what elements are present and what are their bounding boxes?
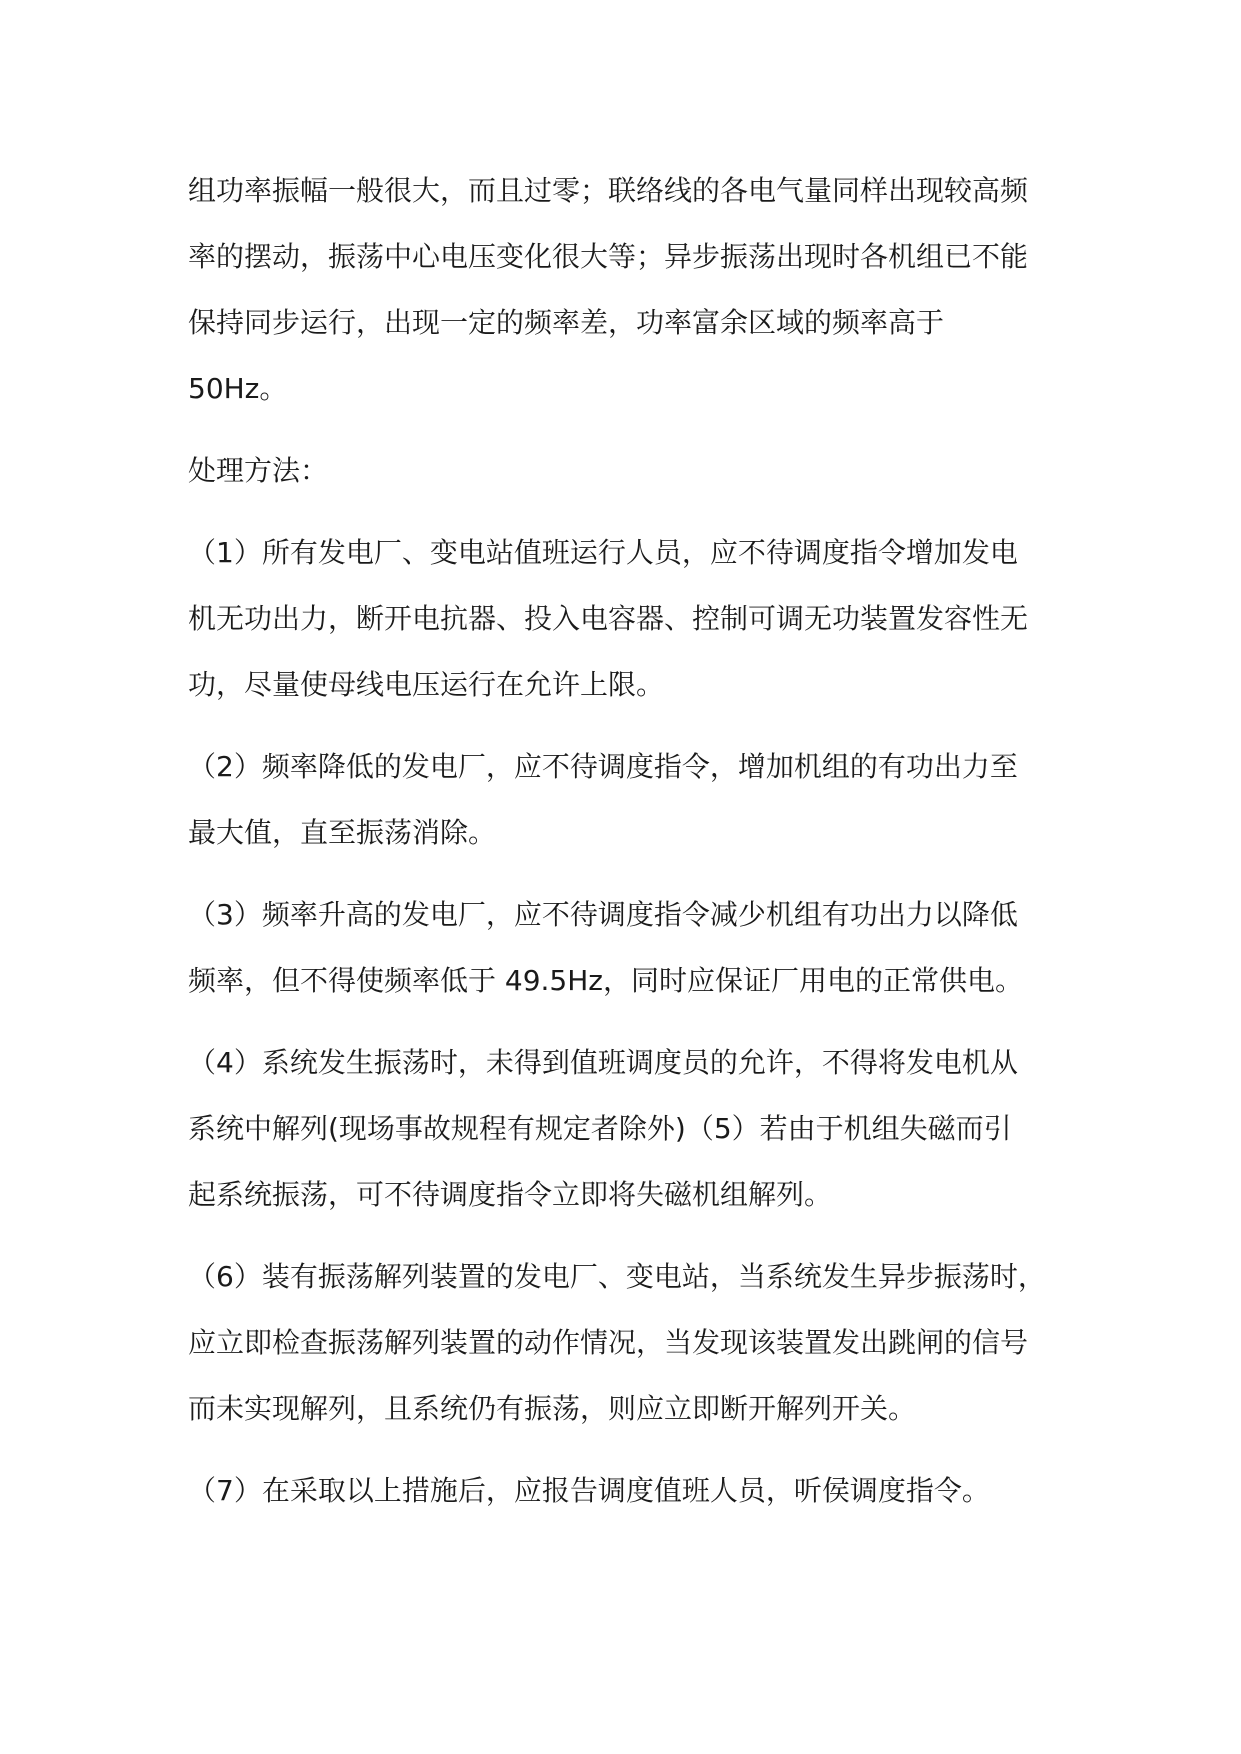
text-line: （1）所有发电厂、变电站值班运行人员，应不待调度指令增加发电 <box>188 536 1018 569</box>
text-line: 保持同步运行，出现一定的频率差，功率富余区域的频率高于 <box>188 306 945 339</box>
paragraph-oscillation-description <box>188 158 1058 422</box>
text-line: （4）系统发生振荡时，未得到值班调度员的允许，不得将发电机从 <box>188 1046 1018 1079</box>
step-3 <box>188 882 1058 1014</box>
text-line: （6）装有振荡解列装置的发电厂、变电站，当系统发生异步振荡时， <box>188 1260 1046 1293</box>
text-line: 组功率振幅一般很大，而且过零；联络线的各电气量同样出现较高频 <box>188 174 1029 207</box>
text-line: 率的摆动，振荡中心电压变化很大等；异步振荡出现时各机组已不能 <box>188 240 1029 273</box>
text-line: 而未实现解列，且系统仍有振荡，则应立即断开解列开关。 <box>188 1392 917 1425</box>
section-heading-handling-method <box>188 438 1058 504</box>
step-4-and-5 <box>188 1030 1058 1228</box>
text-line: 起系统振荡，可不待调度指令立即将失磁机组解列。 <box>188 1178 833 1211</box>
text-line: （3）频率升高的发电厂，应不待调度指令减少机组有功出力以降低 <box>188 898 1018 931</box>
text-line: 50Hz。 <box>188 372 288 405</box>
text-line: 应立即检查振荡解列装置的动作情况，当发现该装置发出跳闸的信号 <box>188 1326 1029 1359</box>
text-line: （7）在采取以上措施后，应报告调度值班人员，听侯调度指令。 <box>188 1474 990 1507</box>
step-1 <box>188 520 1058 718</box>
text-line: 最大值，直至振荡消除。 <box>188 816 497 849</box>
step-2 <box>188 734 1058 866</box>
text-line: （2）频率降低的发电厂，应不待调度指令，增加机组的有功出力至 <box>188 750 1018 783</box>
text-line: 功，尽量使母线电压运行在允许上限。 <box>188 668 665 701</box>
text-line: 系统中解列(现场事故规程有规定者除外)（5）若由于机组失磁而引 <box>188 1112 1012 1145</box>
document-body <box>188 158 1058 1540</box>
text-line: 频率，但不得使频率低于 49.5Hz，同时应保证厂用电的正常供电。 <box>188 964 1023 997</box>
text-line: 处理方法： <box>188 454 329 487</box>
step-7 <box>188 1458 1058 1524</box>
step-6 <box>188 1244 1058 1442</box>
text-line: 机无功出力，断开电抗器、投入电容器、控制可调无功装置发容性无 <box>188 602 1029 635</box>
